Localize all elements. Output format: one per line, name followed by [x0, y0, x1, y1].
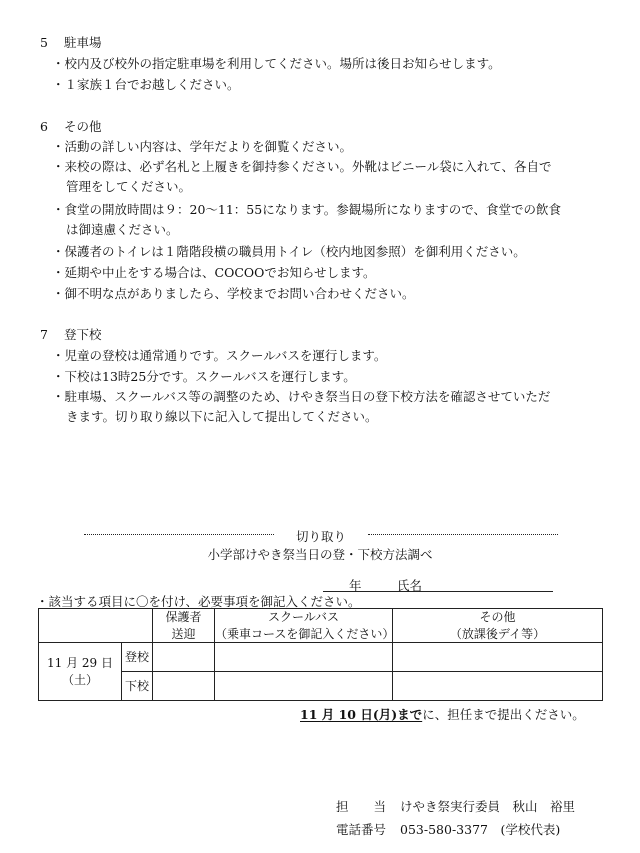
other-item-1: ・活動の詳しい内容は、学年だよりを御覧ください。	[52, 139, 353, 154]
section-title: 駐車場	[64, 35, 102, 50]
contact-phone	[336, 820, 560, 838]
form-instruction: ・該当する項目に〇を付け、必要事項を御記入ください。	[36, 594, 361, 609]
deadline-rest: に、担任まで提出ください。	[422, 707, 585, 722]
row-label-leave: 下校	[122, 672, 153, 701]
commute-item-3: ・駐車場、スクールバス等の調整のため、けやき祭当日の登下校方法を確認させていただ	[52, 389, 551, 404]
arrive-guardian-cell[interactable]	[153, 643, 215, 672]
commute-item-2: ・下校は13時25分です。スクールバスを運行します。	[52, 369, 356, 384]
other-item-5: ・延期や中止をする場合は、COCOOでお知らせします。	[52, 265, 376, 280]
table-row-arrive	[39, 643, 603, 672]
contact-person-label: 担 当	[336, 799, 387, 814]
leave-guardian-cell[interactable]	[153, 672, 215, 701]
deadline-date: 11 月 10 日(月)まで	[300, 707, 423, 722]
contact-phone-label: 電話番号	[336, 822, 387, 837]
section-commute-heading	[40, 325, 102, 343]
other-item-3-cont: は御遠慮ください。	[66, 222, 179, 237]
contact-phone-value: 053-580-3377 (学校代表)	[400, 822, 561, 837]
header-guardian-line1: 保護者	[165, 610, 202, 625]
arrive-other-cell[interactable]	[393, 643, 603, 672]
contact-person	[336, 797, 575, 815]
table-row-leave	[39, 672, 603, 701]
section-number: 6	[40, 119, 48, 134]
date-line2: （土）	[61, 672, 98, 687]
header-other-line1: その他	[479, 610, 516, 625]
header-blank-cell	[39, 609, 153, 643]
section-parking-heading	[40, 33, 102, 51]
row-label-arrive: 登校	[122, 643, 153, 672]
other-item-2-cont: 管理をしてください。	[66, 179, 192, 194]
grade-label: 年	[349, 578, 362, 593]
form-title: 小学部けやき祭当日の登・下校方法調べ	[207, 547, 433, 562]
commute-item-3-cont: きます。切り取り線以下に記入して提出してください。	[66, 409, 378, 424]
deadline-note	[300, 705, 585, 723]
commute-survey-table	[38, 608, 603, 701]
other-item-4: ・保護者のトイレは１階階段横の職員用トイレ（校内地図参照）を御利用ください。	[52, 244, 526, 259]
commute-item-1: ・児童の登校は通常通りです。スクールバスを運行します。	[52, 348, 387, 363]
section-title: その他	[64, 119, 102, 134]
other-item-6: ・御不明な点がありましたら、学校までお問い合わせください。	[52, 286, 415, 301]
date-line1: 11 月 29 日	[47, 656, 113, 671]
header-bus-line2: （乗車コースを御記入ください）	[215, 626, 395, 641]
section-other-heading	[40, 117, 102, 135]
leave-other-cell[interactable]	[393, 672, 603, 701]
date-cell	[39, 643, 122, 701]
contact-person-value: けやき祭実行委員 秋山 裕里	[400, 799, 576, 814]
parking-item-2: ・１家族１台でお越しください。	[52, 77, 240, 92]
arrive-bus-cell[interactable]	[215, 643, 393, 672]
section-number: 7	[40, 327, 48, 342]
header-other-line2: （放課後デイ等）	[449, 626, 546, 641]
section-number: 5	[40, 35, 48, 50]
cut-line	[84, 527, 558, 544]
cut-label: 切り取り	[284, 529, 358, 544]
grade-name-line[interactable]	[323, 576, 553, 592]
header-guardian-line2: 送迎	[171, 626, 196, 641]
other-item-3: ・食堂の開放時間は９：20〜11：55になります。参観場所になりますので、食堂での飲食	[52, 202, 561, 217]
header-bus-line1: スクールバス	[268, 610, 339, 625]
header-school-bus	[215, 609, 393, 643]
parking-item-1: ・校内及び校外の指定駐車場を利用してください。場所は後日お知らせします。	[52, 56, 501, 71]
other-item-2: ・来校の際は、必ず名札と上履きを御持参ください。外靴はビニール袋に入れて、各自で	[52, 159, 552, 174]
section-title: 登下校	[64, 327, 102, 342]
leave-bus-cell[interactable]	[215, 672, 393, 701]
header-other	[393, 609, 603, 643]
header-guardian	[153, 609, 215, 643]
table-header-row	[39, 609, 603, 643]
name-label: 氏名	[397, 578, 423, 593]
